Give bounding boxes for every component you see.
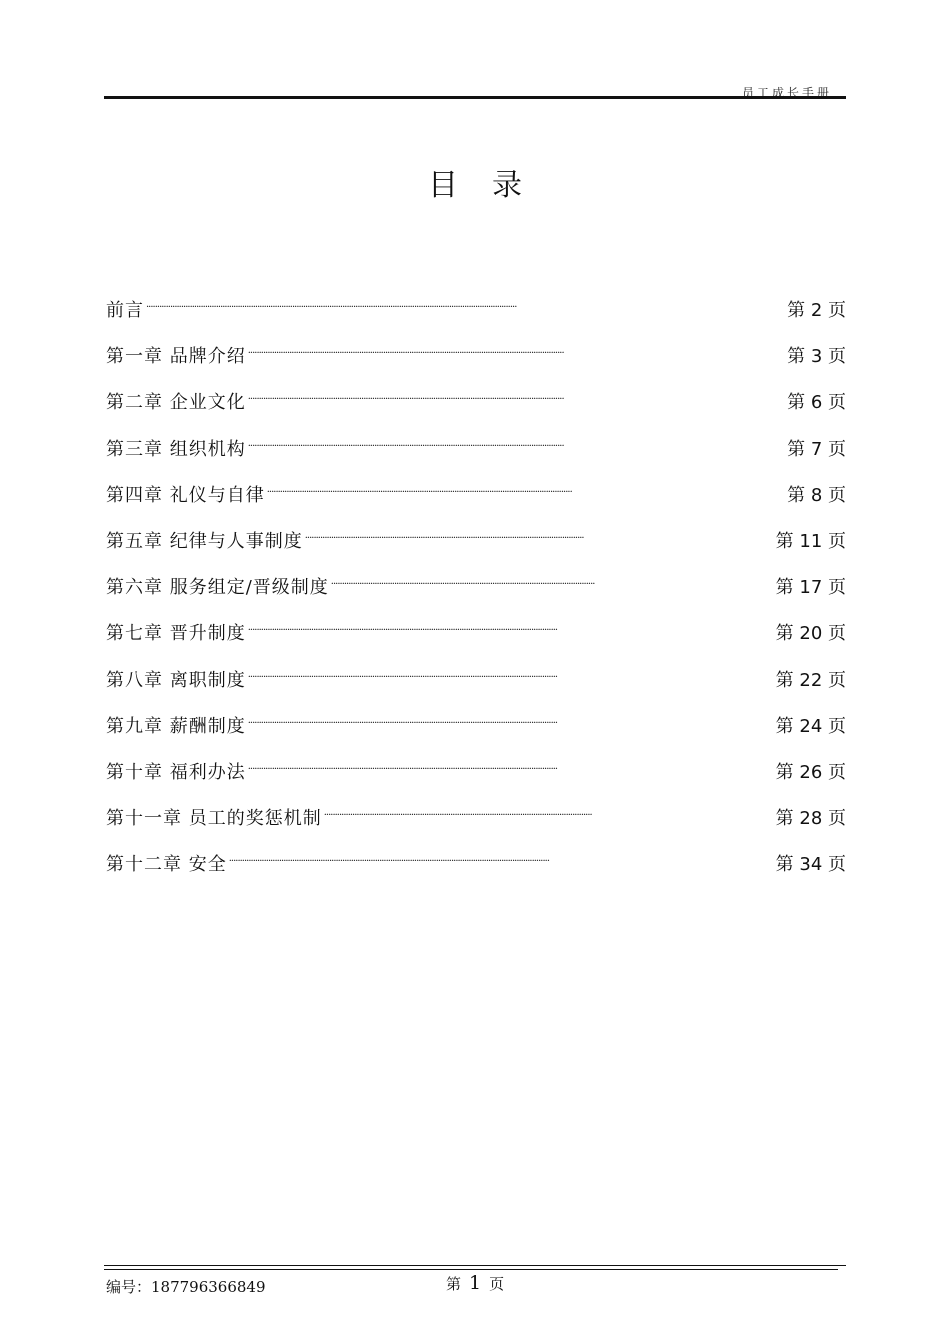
toc-page: 第 20 页 bbox=[775, 623, 846, 645]
toc-leader: ·············································································································································· bbox=[247, 625, 558, 637]
toc-leader: ·········································································································································································· bbox=[146, 302, 517, 313]
toc-label: 第十一章 员工的奖惩机制 bbox=[106, 808, 322, 830]
page-number-value: 1 bbox=[469, 1272, 482, 1294]
toc-label: 第十章 福利办法 bbox=[106, 761, 246, 783]
page-number-suffix: 页 bbox=[489, 1275, 505, 1293]
toc-page: 第 28 页 bbox=[775, 808, 846, 830]
page-number bbox=[446, 1272, 504, 1294]
toc-leader: ··················································································································································· bbox=[228, 856, 550, 868]
toc-label: 第三章 组织机构 bbox=[106, 438, 246, 460]
toc-label: 前言 bbox=[106, 300, 144, 321]
toc-label: 第八章 离职制度 bbox=[106, 669, 246, 691]
toc-page: 第 24 页 bbox=[775, 715, 846, 737]
toc-page: 第 6 页 bbox=[787, 392, 846, 414]
toc-label: 第七章 晋升制度 bbox=[106, 623, 246, 645]
toc-leader: ·············································································································································· bbox=[247, 763, 558, 775]
toc-leader: ················································································································································· bbox=[247, 440, 564, 452]
toc-page: 第 34 页 bbox=[775, 854, 846, 876]
toc-page: 第 3 页 bbox=[787, 346, 846, 368]
page-title: 目录 bbox=[428, 168, 556, 203]
toc-label: 第十二章 安全 bbox=[106, 854, 227, 876]
toc-page: 第 8 页 bbox=[787, 484, 846, 506]
toc-label: 第九章 薪酬制度 bbox=[106, 715, 246, 737]
header-rule bbox=[104, 96, 846, 99]
toc-leader: ············································································································································ bbox=[266, 486, 572, 498]
toc-leader: ································································································································ bbox=[304, 532, 584, 544]
footer-rule bbox=[104, 1265, 846, 1266]
running-header: 员工成长手册 bbox=[741, 86, 832, 100]
document-code: 编号：187796366849 bbox=[106, 1278, 266, 1296]
toc-page: 第 7 页 bbox=[787, 438, 846, 460]
toc-page: 第 2 页 bbox=[787, 300, 846, 321]
toc-leader: ················································································································································· bbox=[247, 394, 564, 406]
toc-label: 第四章 礼仪与自律 bbox=[106, 484, 265, 506]
toc-leader: ·············································································································································· bbox=[247, 671, 558, 683]
toc-page: 第 26 页 bbox=[775, 761, 846, 783]
footer-rule-inner bbox=[104, 1269, 838, 1270]
toc-leader: ················································································································································· bbox=[247, 348, 564, 360]
toc-label: 第六章 服务组定/晋级制度 bbox=[106, 577, 329, 599]
toc-label: 第五章 纪律与人事制度 bbox=[106, 530, 303, 552]
toc-label: 第二章 企业文化 bbox=[106, 392, 246, 414]
toc-label: 第一章 品牌介绍 bbox=[106, 346, 246, 368]
toc-page: 第 22 页 bbox=[775, 669, 846, 691]
toc-page: 第 17 页 bbox=[775, 577, 846, 599]
toc-leader: ························································································································· bbox=[330, 579, 595, 591]
toc-leader: ·············································································································································· bbox=[247, 717, 558, 729]
toc-leader: ··························································································································· bbox=[323, 810, 592, 822]
page-number-prefix: 第 bbox=[446, 1275, 462, 1293]
toc-page: 第 11 页 bbox=[775, 530, 846, 552]
